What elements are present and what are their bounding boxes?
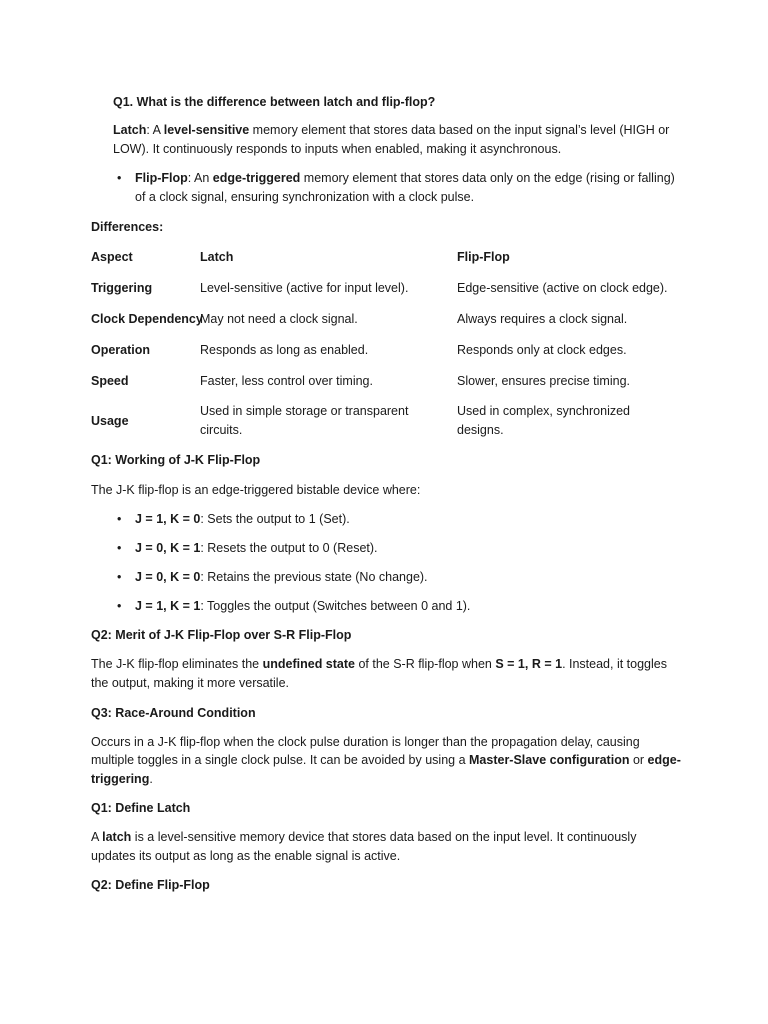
latch-definition-line2: LOW). It continuously responds to inputs when enabled, making it asynchronous.: [113, 142, 562, 156]
table-row-flipflop: Always requires a clock signal.: [457, 312, 628, 326]
table-row-flipflop: Responds only at clock edges.: [457, 343, 627, 357]
merit-line1: [91, 655, 667, 674]
table-row-flipflop: Used in complex, synchronized: [457, 404, 630, 418]
merit-text: The J-K flip-flop eliminates the: [91, 657, 263, 671]
race-line1: Occurs in a J-K flip-flop when the clock pulse duration is longer than the propagation delay, causing: [91, 735, 640, 749]
table-row-aspect: Triggering: [91, 281, 153, 295]
table-header-latch: Latch: [200, 250, 234, 264]
race-text: or: [629, 753, 648, 767]
jk-intro: The J-K flip-flop is an edge-triggered bistable device where:: [91, 483, 421, 497]
table-row-flipflop: Slower, ensures precise timing.: [457, 374, 630, 388]
flipflop-definition-line2: of a clock signal, ensuring synchronization with a clock pulse.: [135, 190, 475, 204]
latch-term: Latch: [113, 123, 147, 137]
bullet-icon: •: [117, 570, 122, 584]
merit-bold: S = 1, R = 1: [495, 657, 563, 671]
table-row-aspect: Operation: [91, 343, 151, 357]
list-item-text: : Resets the output to 0 (Reset).: [200, 541, 378, 555]
list-item-bold: J = 0, K = 1: [135, 541, 201, 555]
latch-bold: level-sensitive: [163, 123, 250, 137]
list-item-bold: J = 1, K = 0: [135, 512, 201, 526]
merit-text: . Instead, it toggles: [562, 657, 667, 671]
table-row-latch: May not need a clock signal.: [200, 312, 358, 326]
table-header-aspect: Aspect: [91, 250, 133, 264]
define-flipflop-title: Q2: Define Flip-Flop: [91, 878, 210, 892]
merit-title: Q2: Merit of J-K Flip-Flop over S-R Flip-Flop: [91, 628, 352, 642]
flipflop-rest: memory element that stores data only on the edge (rising or falling): [300, 171, 675, 185]
define-latch-bold: latch: [102, 830, 132, 844]
list-item-bold: J = 0, K = 0: [135, 570, 201, 584]
race-bold: triggering: [91, 772, 150, 786]
table-row-latch: Faster, less control over timing.: [200, 374, 373, 388]
race-line2: [91, 751, 681, 770]
race-bold: Master-Slave configuration: [469, 753, 630, 767]
list-item-bold: J = 1, K = 1: [135, 599, 201, 613]
table-row-aspect: Speed: [91, 374, 129, 388]
merit-text: of the S-R flip-flop when: [354, 657, 496, 671]
define-latch-text: is a level-sensitive memory device that stores data based on the input level. It continuously: [131, 830, 637, 844]
latch-definition-line1: [113, 121, 669, 140]
race-bold: edge-: [647, 753, 681, 767]
list-item: [135, 510, 350, 529]
list-item: [135, 597, 470, 616]
race-text: .: [149, 772, 153, 786]
bullet-icon: •: [117, 541, 122, 555]
bullet-icon: •: [117, 171, 122, 185]
question-title: Q1. What is the difference between latch and flip-flop?: [113, 95, 436, 109]
list-item: [135, 568, 428, 587]
table-row-flipflop: Edge-sensitive (active on clock edge).: [457, 281, 668, 295]
table-row-aspect: Clock Dependency: [91, 312, 203, 326]
table-row-latch: Used in simple storage or transparent: [200, 404, 409, 418]
define-latch-line1: [91, 828, 636, 847]
table-row-latch: Level-sensitive (active for input level).: [200, 281, 409, 295]
list-item: [135, 539, 378, 558]
jk-working-title: Q1: Working of J-K Flip-Flop: [91, 453, 261, 467]
bullet-icon: •: [117, 599, 122, 613]
table-row-latch-line2: circuits.: [200, 423, 243, 437]
bullet-icon: •: [117, 512, 122, 526]
define-latch-title: Q1: Define Latch: [91, 801, 191, 815]
merit-line2: the output, making it more versatile.: [91, 676, 290, 690]
define-latch-line2: updates its output as long as the enable signal is active.: [91, 849, 401, 863]
flipflop-definition-line1: [135, 169, 675, 188]
race-text: multiple toggles in a single clock pulse. It can be avoided by using a: [91, 753, 470, 767]
table-row-latch: Responds as long as enabled.: [200, 343, 369, 357]
latch-rest: memory element that stores data based on the input signal’s level (HIGH or: [249, 123, 670, 137]
flipflop-bold: edge-triggered: [212, 171, 301, 185]
list-item-text: : Sets the output to 1 (Set).: [200, 512, 350, 526]
merit-bold: undefined state: [262, 657, 355, 671]
race-title: Q3: Race-Around Condition: [91, 706, 256, 720]
flipflop-sep: : An: [187, 171, 213, 185]
table-header-flipflop: Flip-Flop: [457, 250, 510, 264]
list-item-text: : Retains the previous state (No change).: [200, 570, 428, 584]
define-latch-text: A: [91, 830, 103, 844]
latch-sep: : A: [146, 123, 164, 137]
table-row-flipflop-line2: designs.: [457, 423, 504, 437]
race-line3: [91, 770, 153, 789]
differences-label: Differences:: [91, 220, 164, 234]
list-item-text: : Toggles the output (Switches between 0 and 1).: [200, 599, 471, 613]
table-row-aspect: Usage: [91, 414, 129, 428]
flipflop-term: Flip-Flop: [135, 171, 188, 185]
